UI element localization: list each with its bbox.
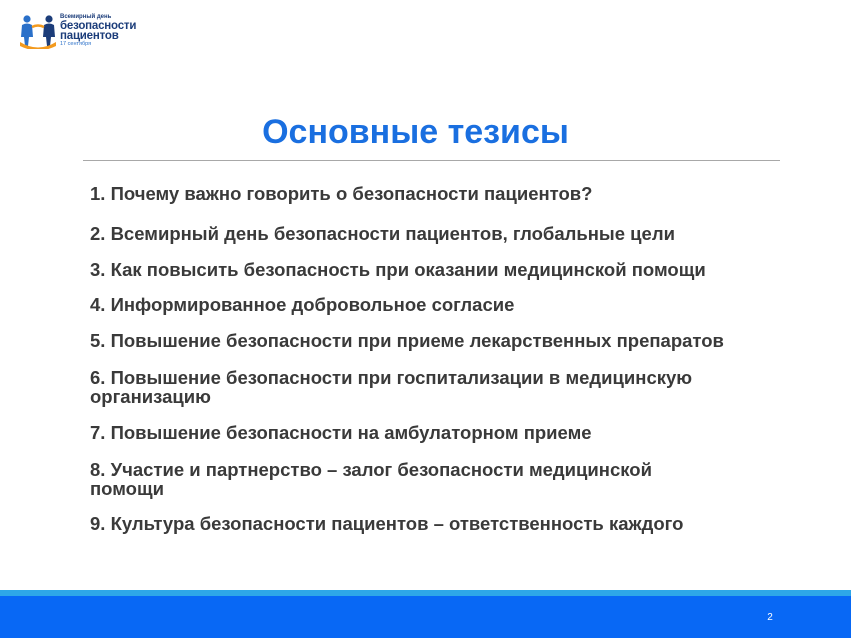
- footer-bar: [0, 596, 851, 638]
- thesis-item-8: 8. Участие и партнерство – залог безопасности медицинской помощи: [90, 459, 652, 499]
- logo-date: 17 сентября: [60, 41, 92, 47]
- thesis-item-5: 5. Повышение безопасности при приеме лекарственных препаратов: [90, 330, 724, 351]
- event-logo: [18, 13, 158, 49]
- slide-title: Основные тезисы: [262, 113, 569, 151]
- page-number: 2: [767, 612, 773, 623]
- thesis-item-9: 9. Культура безопасности пациентов – ответственность каждого: [90, 513, 684, 534]
- thesis-item-4: 4. Информированное добровольное согласие: [90, 294, 515, 315]
- thesis-item-2: 2. Всемирный день безопасности пациентов, глобальные цели: [90, 223, 675, 244]
- logo-text: [60, 14, 160, 48]
- people-logo-icon: [18, 13, 58, 49]
- thesis-item-7: 7. Повышение безопасности на амбулаторном приеме: [90, 422, 592, 443]
- thesis-item-3: 3. Как повысить безопасность при оказании медицинской помощи: [90, 259, 706, 280]
- title-divider: [83, 160, 780, 161]
- logo-caption: Всемирный день: [60, 14, 112, 20]
- thesis-item-1: 1. Почему важно говорить о безопасности пациентов?: [90, 183, 593, 204]
- thesis-item-6: 6. Повышение безопасности при госпитализации в медицинскую организацию: [90, 367, 693, 407]
- logo-title-line2: пациентов: [60, 30, 119, 42]
- logo-title-line1: безопасности: [60, 20, 137, 32]
